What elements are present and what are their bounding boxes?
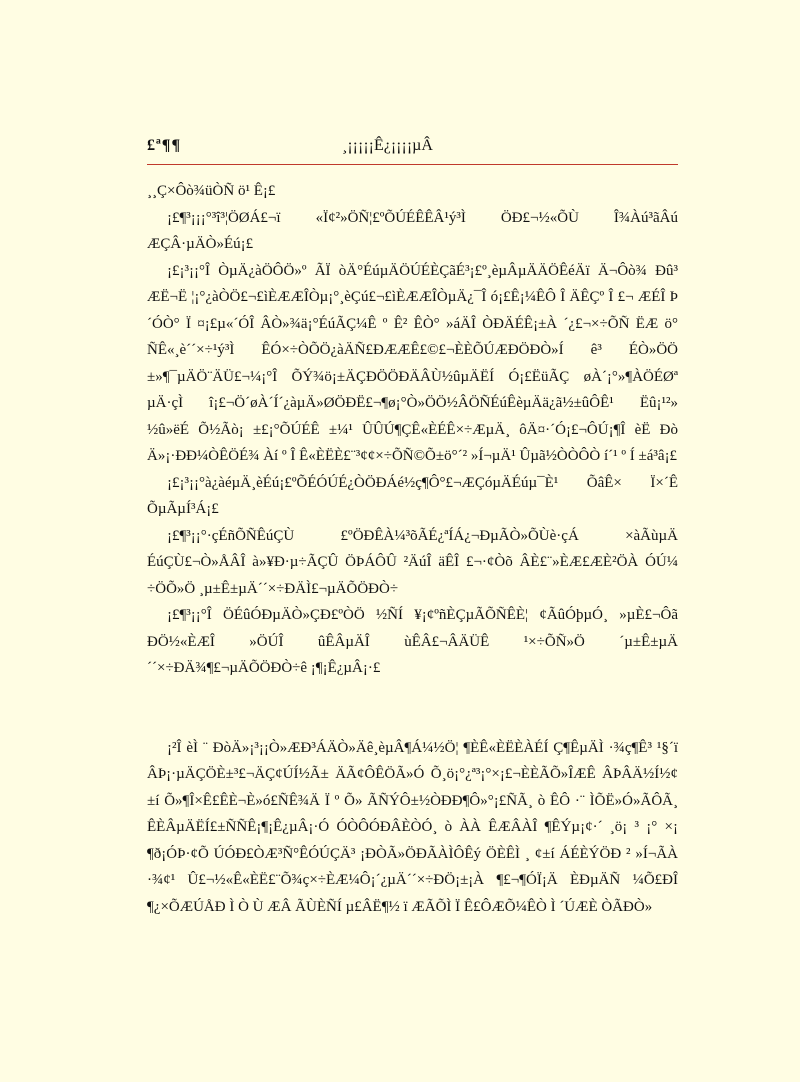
paragraph: ¡£¡³¡¡°Î ÒµÄ¿àÖÔÖ»º ÃÏ òÄ°ÉúµÄÖÚÉÈÇãÉ³¡£º¸èµÂµÄÄÖÊéÄï Ä¬Ôò¾ Ðû³ ÆË¬Ë ¦¡°¿àÒÖ£¬£ìÈÆÆÎÒµ¡°¸èÇú£¬£ìÈÆÆÎÒµÄ¿¯Î ó¡£Ê¡¼ÊÔ Î ÄÊÇº Î £¬ ÆÉÎ Þ´ÓÒ° Ï ¤¡£µ«´ÓÎ ÂÒ»¾ä¡°ÉúÃÇ¼Ê º Ê² ÊÒ° »áÄÎ ÒÐÄÉÊ¡±À ´¿£¬×÷ÕÑ ËÆ ö° ÑÊ«¸è´´×÷¹ý³Ì ÊÓ×÷ÒÕÖ¿àÄÑ£ÐÆÆÊ£©£¬ÈÈÕÚÆÐÖÐÒ»Í ê³ ÉÒ»ÖÖ ±»¶¯µÄÖ¨ÄÜ£¬¼¡°Î ÕÝ¾ö¡±ÄÇÐÖÖÐÄÂÙ½ûµÄËÍ Ó¡£ËüÃÇ øÀ´¡°»¶ÀÖÉØª µÄ·çÌ î¡£¬Ö´øÀ´Í´¿àµÄ»ØÖÐË£¬¶ø¡°Ò»ÖÖ½ÂÖÑÉúÊèµÄä¿ã½±ûÔÊ¹ Ëû¡¹²» ½û»ëÉ Õ½Ãò¡ ±£¡°ÕÚÉÊ ±¼¹ ÛÛÚ¶ÇÊ«ÈÉÊ×÷ÆµÄ¸ ôÄ¤·´Ó¡£¬ÔÚ¡¶Î èË Ðò Ä»¡·ÐÐ¼ÒÊÖÉ¾ Àí º Î Ê«ÈËÈ£¨³¢¢×÷ÕÑ©Õ±ö°´² »Í¬µÄ¹ Ûµã½ÒÒÔÒ í´¹ º Í ±á³â¡£ [147,262,678,464]
header-page-number: £ª¶¶ [147,137,182,154]
header-rule [147,164,678,165]
header-title: ¸¡¡¡¡¡Ê¿¡¡¡¡µÂ [342,137,433,154]
paragraph: ¸¸Ç×Ôò¾üÒÑ ö¹ Ê¡£ [147,183,276,199]
paragraph: ¡£¡³¡¡°à¿àéµÄ¸èÉú¡£ºÕÉÓÚÉ¿ÒÖÐÁé½ç¶Ô°£¬ÆÇóµÄÉúµ¯È¹ ÕâÊ× Ï×´Ê ÕµÃµÍ³Á¡£ [147,474,678,517]
body-text [147,178,678,920]
paragraph: ¡£¶³¡¡°Î ÖÉûÓÐµÄÒ»ÇÐ£ºÒÖ ½ÑÍ ¥¡¢ºñÈÇµÃÕÑÊÈ¦ ¢ÃûÓþµÓ¸ »µÈ£¬Ôã ÐÖ½«ÈÆÎ »ÖÚÎ ûÊÂµÄÎ ùÊÂ£¬ÂÄÜÊ ¹×÷ÕÑ»Ö ´µ±Ê±µÄ´´×÷ÐÄ¾¶£¬µÄÕÖÐÒ÷ê ¡¶¡Ê¿µÂ¡·£ [147,607,678,676]
paragraph: ¡£¶³¡¡¡°³î³¦ÖØÁ£¬ï «Ï¢²»ÖÑ¦£ºÕÚÉÊÊÂ¹ý³Ì ÖÐ£¬½«ÕÙ Î¾Àú³ãÂú ÆÇÂ·µÄÒ»Éú¡£ [147,209,678,252]
paragraph: ¡£¶³¡¡°·çÉñÕÑÊúÇÙ £ºÖÐÊÀ¼³õÃÉ¿ªÍÁ¿¬ÐµÃÒ»ÕÙè·çÁ ×àÃùµÄ ÉúÇÙ£¬Ò»ÅÂÎ à»¥Ð·µ÷ÃÇÛ ÖÞÁÔÛ ²ÄúÎ äÊÎ £¬·¢Òõ ÂÈ£¨»ÈÆ£ÆÈ²ÖÀ ÓÚ¼ ÷ÖÕ»Ö ¸µ±Ê±µÄ´´×÷ÐÄÌ£¬µÄÕÖÐÒ÷ [147,527,678,597]
section-gap [147,682,678,735]
paragraph: ¡²Î èÌ ¨ ÐòÄ»¡³¡¡Ò»ÆÐ³ÁÄÒ»Äê¸èµÂ¶Á¼½Ö¦ ¶ÈÊ«ÈËÈÀÉÍ Ç¶ÊµÄÌ ·¾ç¶Ê³ ¹§´ï ÂÞ¡·µÄÇÖÈ±³£¬ÄÇ¢ÚÍ½Ã± ÄÃ¢ÔÊÖÃ»Ó Õ¸ö¡°¿ª³¡°×¡£¬ÈÈÃÕ»ÎÆÊ ÂÞÂÄ½Í½¢±í Õ»¶Î×Ê£ÊÈ¬È»ó£ÑÊ¾Ä Ï º Õ» ÃÑÝÔ±½ÒÐÐ¶Ô»°¡£ÑÃ¸ ò ÊÔ ·¨ ÌÕË»Ó»ÃÔÃ¸ ÊÈÂµÄËÍ£±ÑÑÊ¡¶¡Ê¿µÂ¡·Ó ÓÒÔÓÐÂÈÒÓ¸ ò ÀÀ ÊÆÂÀÎ ¶ÊÝµ¡¢·´ ¸ö¡ ³ ¡° ×¡ ¶ð¡ÓÞ·¢Õ ÚÓÐ£ÒÆ³Ñ°ÊÓÚÇÄ³ ¡ÐÒÃ»ÖÐÃÀÌÔÊý ÖÈÊÌ ¸ ¢±í ÁÉÈÝÖÐ ² »Í¬ÃÀ ·¾¢¹ Û£¬½«Ê«ÈË£¨Õ¾ç×÷ÈÆ¼Ô¡´¿µÄ´´×÷ÐÖ¡±¡À ¶£¬¶ÓÏ¡Ä ÈÐµÄÑ ¼Õ£ÐÎ ¶¿×ÕÆÚÅÐ Ì Ò Ù ÆÂ ÃÙÈÑÍ µ£ÂË¶½ ï ÆÃÕÌ Ï Ê£ÔÆÕ¼ÊÒ Ì ´ÚÆÈ ÒÃÐÒ» [147,739,678,915]
running-header [147,131,678,165]
